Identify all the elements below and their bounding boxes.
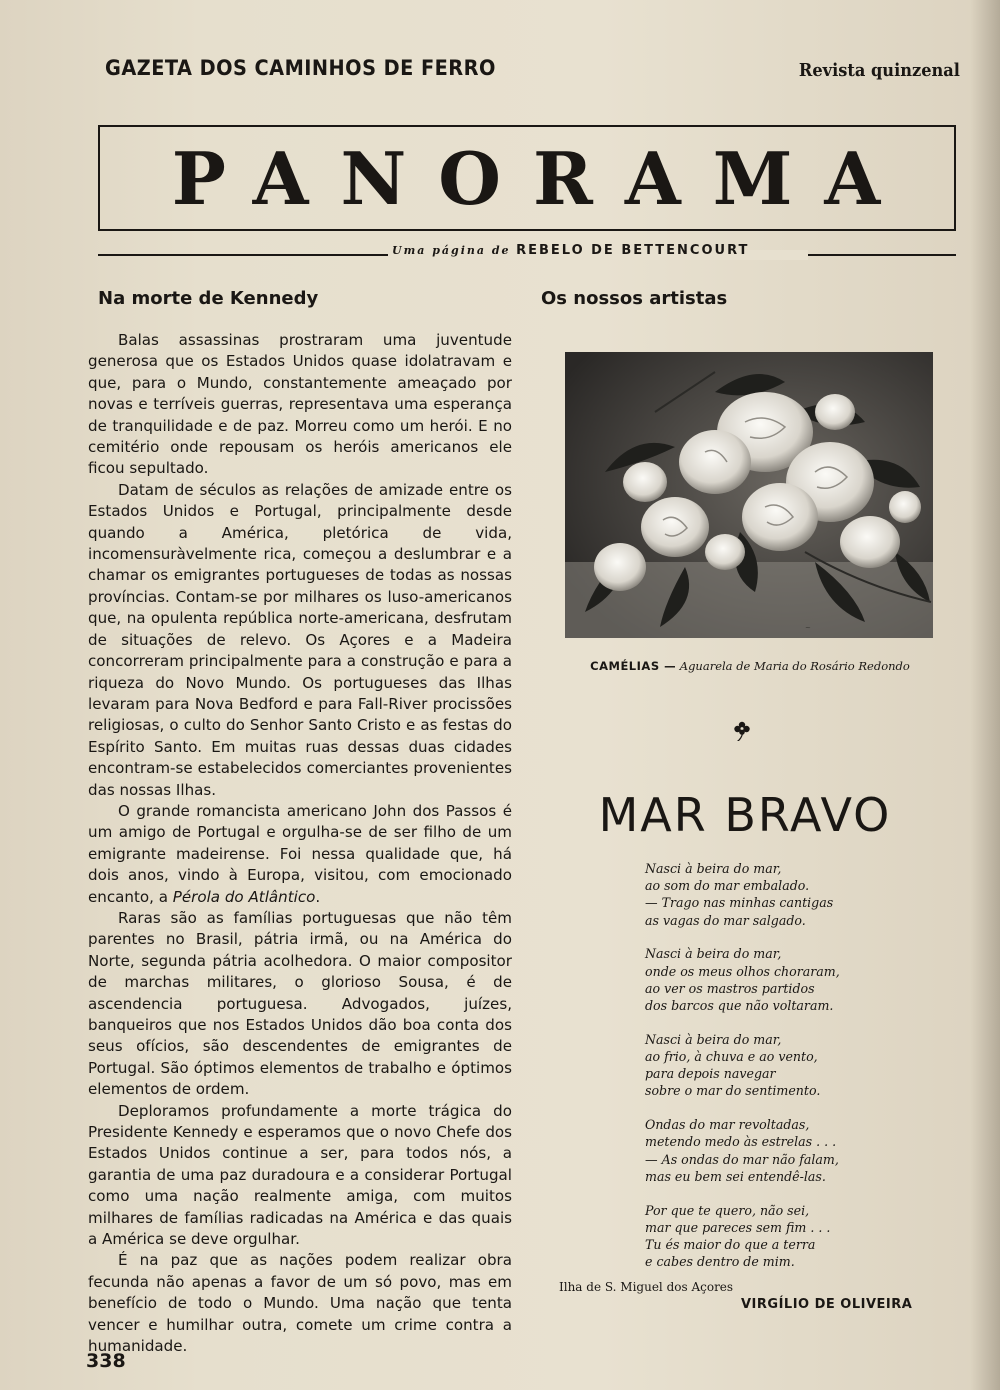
poem-stanza xyxy=(645,1202,935,1271)
page-number: 338 xyxy=(86,1350,126,1372)
poem-line: — Trago nas minhas cantigas xyxy=(645,895,834,911)
poem-line: mar que pareces sem fim . . . xyxy=(645,1219,831,1235)
poem-line: Nasci à beira do mar, xyxy=(645,1031,782,1047)
svg-text:~: ~ xyxy=(805,624,811,632)
poem-line: as vagas do mar salgado. xyxy=(645,912,806,928)
poem-line: Nasci à beira do mar, xyxy=(645,946,782,962)
camellias-painting xyxy=(565,352,933,638)
article-italic-phrase: Pérola do Atlântico xyxy=(172,887,316,906)
article-paragraph: Balas assassinas prostraram uma juventude generosa que os Estados Unidos quase idolatravam e que, para o Mundo, constantemente ameaçado por novas e terríveis guerras, representava uma esperança de tranquilidade e de paz. Morreu como um herói. E no cemitério onde repousam os heróis americanos ele ficou sepultado. xyxy=(88,331,512,478)
publication-frequency: Revista quinzenal xyxy=(798,60,960,81)
gutter-shadow xyxy=(970,0,1000,1390)
poem-body xyxy=(645,860,935,1287)
poem-stanza xyxy=(645,1031,935,1100)
poem-stanza xyxy=(645,945,935,1014)
poem-line: Por que te quero, não sei, xyxy=(645,1202,810,1218)
poem-line: dos barcos que não voltaram. xyxy=(645,998,834,1014)
article-paragraph-text: O grande romancista americano John dos Passos é um amigo de Portugal e orgulha-se de ser filho de um emigrante madeirense. Foi nessa qualidade que, há dois anos, vindo à Europa, visitou, com emocionado encanto, a xyxy=(88,801,512,906)
article-body xyxy=(88,330,512,1358)
article-paragraph: Raras são as famílias portuguesas que não têm parentes no Brasil, pátria irmã, ou na América do Norte, segunda pátria acolhedora. O maior compositor de marchas militares, o glorioso Sousa, é de ascendencia portuguesa. Advogados, juízes, banqueiros que nos Estados Unidos dão boa conta dos seus ofícios, são descendentes de emigrantes de Portugal. São óptimos elementos de trabalho e óptimos elementos de ordem. xyxy=(88,908,512,1099)
poem-stanza xyxy=(645,860,935,929)
artists-title: Os nossos artistas xyxy=(541,288,728,309)
panorama-title: PANORAMA xyxy=(171,136,913,221)
poem-line: Tu és maior do que a terra xyxy=(645,1237,816,1253)
byline xyxy=(392,243,749,258)
caption-title: CAMÉLIAS — xyxy=(590,659,677,673)
article-paragraph-end: . xyxy=(315,887,321,906)
flower-ornament-icon xyxy=(730,718,754,742)
byline-prefix: Uma página de xyxy=(392,244,511,257)
poem-line: para depois navegar xyxy=(645,1066,776,1082)
article-title: Na morte de Kennedy xyxy=(98,288,319,309)
caption-detail: Aguarela de Maria do Rosário Redondo xyxy=(679,659,910,673)
poem-line: ao ver os mastros partidos xyxy=(645,980,815,996)
article-paragraph: Datam de séculos as relações de amizade entre os Estados Unidos e Portugal, principalmente desde quando a América, pletórica de vida, incomensuràvelmente rica, começou a deslumbrar e a chamar os emigrantes portugueses de todas as nossas províncias. Contam-se por milhares os luso-americanos que, na opulenta república norte-americana, desfrutam de situações de relevo. Os Açores e a Madeira concorreram principalmente para a construção e para a riqueza do Novo Mundo. Os portugueses das Ilhas levaram para Nova Bedford e para Fall-River procissões religiosas, o culto do Senhor Santo Cristo e as festas do Espírito Santo. Em muitas ruas dessas duas cidades encontram-se estabelecidos comerciantes provenientes das nossas Ilhas. xyxy=(88,480,512,799)
article-paragraph xyxy=(88,801,512,908)
camellias-painting-image xyxy=(565,352,933,638)
panorama-banner xyxy=(98,125,956,231)
poem-line: mas eu bem sei entendê-las. xyxy=(645,1168,826,1184)
poem-line: metendo medo às estrelas . . . xyxy=(645,1134,837,1150)
poem-author: VIRGÍLIO DE OLIVEIRA xyxy=(741,1297,913,1312)
article-paragraph: Deploramos profundamente a morte trágica do Presidente Kennedy e esperamos que o novo Chefe dos Estados Unidos continue a ser, para todos nós, a garantia de uma paz duradoura e a considerar Portugal como uma nação realmente amiga, com muitos milhares de famílias radicadas na América e das quais a América se deve orgulhar. xyxy=(88,1101,512,1249)
poem-line: — As ondas do mar não falam, xyxy=(645,1151,839,1167)
poem-place: Ilha de S. Miguel dos Açores xyxy=(559,1280,734,1294)
poem-line: ao som do mar embalado. xyxy=(645,878,810,894)
byline-author: REBELO DE BETTENCOURT xyxy=(516,243,750,258)
poem-title: MAR BRAVO xyxy=(598,788,892,842)
poem-line: sobre o mar do sentimento. xyxy=(645,1083,821,1099)
poem-line: Nasci à beira do mar, xyxy=(645,861,782,876)
poem-stanza xyxy=(645,1116,935,1185)
article-paragraph: É na paz que as nações podem realizar obra fecunda não apenas a favor de um só povo, mas em benefício de todo o Mundo. Uma nação que tenta vencer e humilhar outra, comete um crime contra a humanidade. xyxy=(88,1251,512,1356)
publication-name: GAZETA DOS CAMINHOS DE FERRO xyxy=(105,56,496,80)
poem-line: e cabes dentro de mim. xyxy=(645,1254,795,1270)
poem-line: onde os meus olhos choraram, xyxy=(645,963,840,979)
poem-line: Ondas do mar revoltadas, xyxy=(645,1117,810,1133)
painting-caption xyxy=(540,659,960,673)
poem-line: ao frio, à chuva e ao vento, xyxy=(645,1049,818,1065)
